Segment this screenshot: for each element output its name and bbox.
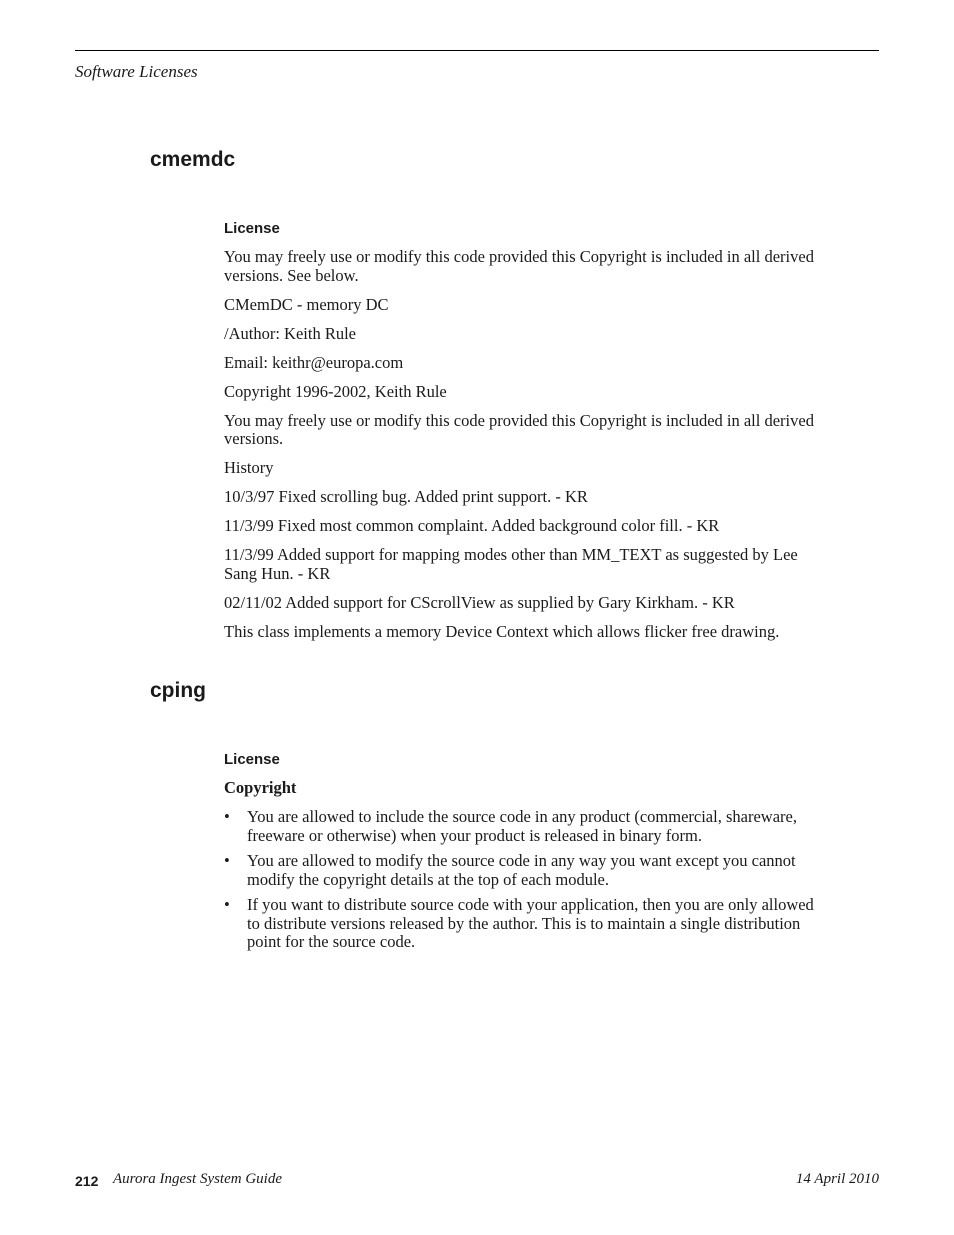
- bullet-text: If you want to distribute source code with your application, then you are only allowed to distribute versions released by the author. This is to maintain a single distribution point for the source code.: [247, 895, 814, 951]
- bullet-icon: •: [224, 895, 230, 914]
- license-paragraph: Email: keithr@europa.com: [224, 352, 404, 372]
- book-title: Aurora Ingest System Guide: [113, 1171, 282, 1187]
- license-paragraph: You may freely use or modify this code provided this Copyright is included in all derived versions.: [224, 410, 814, 448]
- license-bullet-list: [224, 808, 814, 952]
- bullet-text: You are allowed to include the source code in any product (commercial, shareware, freeware or otherwise) when your product is released in binary form.: [247, 807, 797, 845]
- license-paragraph: History: [224, 458, 274, 477]
- subhead-license-cping: License: [224, 751, 280, 768]
- license-paragraph: 02/11/02 Added support for CScrollView as supplied by Gary Kirkham. - KR: [224, 592, 735, 612]
- cping-license-body: [224, 779, 814, 959]
- license-paragraph: /Author: Keith Rule: [224, 323, 356, 343]
- list-item: [224, 896, 814, 952]
- license-paragraph: This class implements a memory Device Context which allows flicker free drawing.: [224, 621, 780, 641]
- list-item: [224, 808, 814, 845]
- bullet-icon: •: [224, 851, 230, 870]
- license-paragraph: 10/3/97 Fixed scrolling bug. Added print support. - KR: [224, 487, 588, 506]
- subhead-license-cmemdc: License: [224, 220, 280, 237]
- footer-date: 14 April 2010: [795, 1171, 879, 1187]
- license-paragraph: You may freely use or modify this code provided this Copyright is included in all derived versions. See below.: [224, 247, 814, 285]
- list-item: [224, 852, 814, 889]
- license-paragraph: 11/3/99 Added support for mapping modes other than MM_TEXT as suggested by Lee Sang Hun. - KR: [224, 545, 798, 583]
- license-paragraph: Copyright 1996-2002, Keith Rule: [224, 381, 447, 401]
- header-rule: [75, 50, 879, 51]
- cmemdc-license-body: [224, 248, 814, 652]
- bullet-icon: •: [224, 807, 230, 826]
- license-paragraph: 11/3/99 Fixed most common complaint. Added background color fill. - KR: [224, 516, 720, 535]
- copyright-heading: Copyright: [224, 778, 297, 797]
- section-title-cping: cping: [150, 679, 206, 702]
- page-number: 212: [75, 1173, 99, 1189]
- bullet-text: You are allowed to modify the source code in any way you want except you cannot modify the copyright details at the top of each module.: [247, 851, 796, 889]
- section-title-cmemdc: cmemdc: [150, 148, 236, 171]
- running-head: Software Licenses: [75, 62, 198, 81]
- license-paragraph: CMemDC - memory DC: [224, 294, 389, 314]
